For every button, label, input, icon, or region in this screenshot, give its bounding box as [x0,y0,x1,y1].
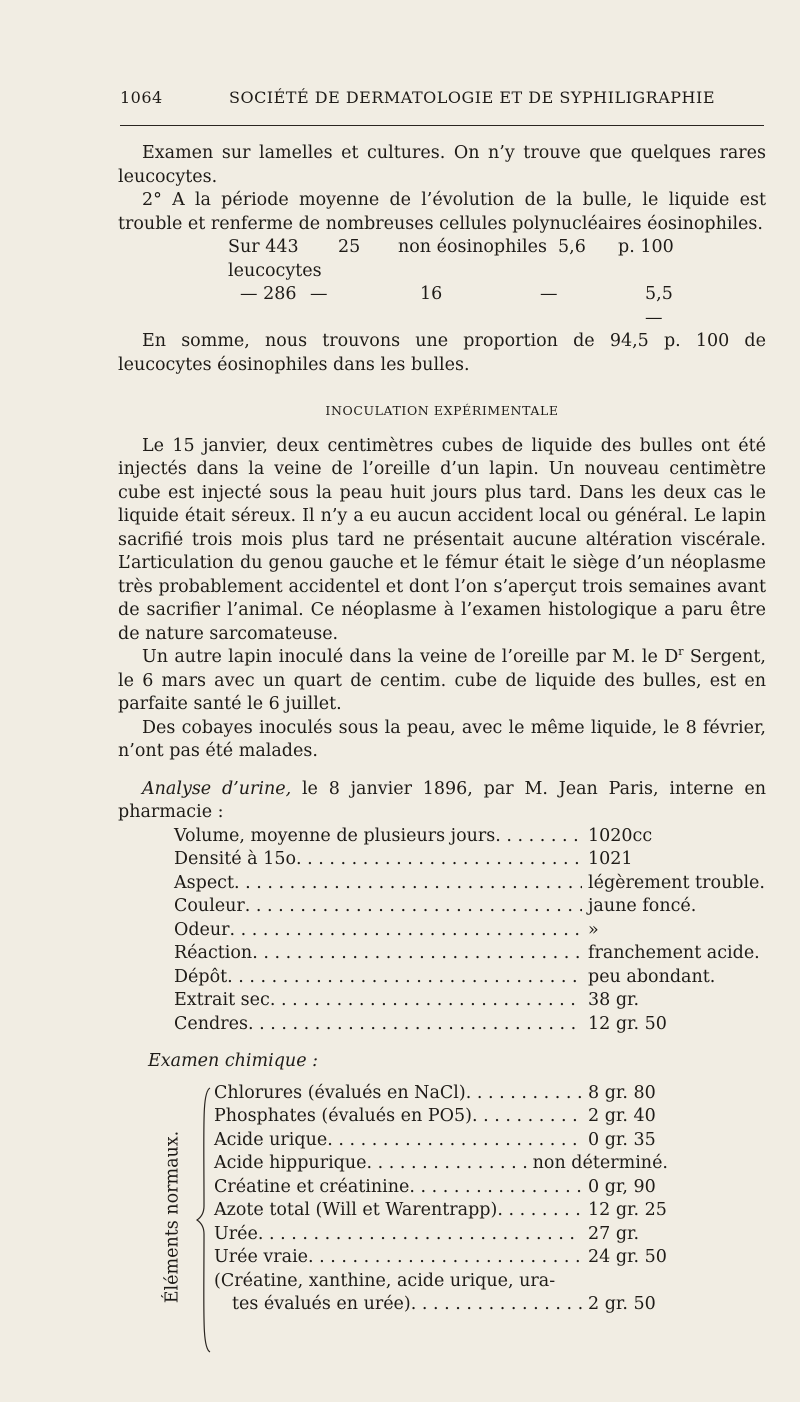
urine-value: 12 gr. 50 [588,1013,667,1034]
chem-label: Phosphates (évalués en PO5) [214,1106,472,1126]
urine-table [118,825,766,1037]
leader-dots [409,1176,582,1200]
paragraph [118,646,766,717]
urine-label: Densité à 15o [174,849,296,869]
chem-value: 27 gr. [588,1223,640,1244]
chem-label: Azote total (Will et Warentrapp) [214,1200,498,1220]
brace-icon [196,1086,212,1354]
chem-label: (Créatine, xanthine, acide urique, ura- [214,1270,556,1291]
urine-value: légèrement trouble. [588,872,765,893]
urine-value: » [588,919,599,940]
chem-row [214,1105,668,1129]
leader-dots [367,1152,527,1176]
analysis-intro [118,778,766,825]
chem-label: Acide hippurique [214,1153,367,1173]
urine-row [174,848,766,872]
paragraph: 2° A la période moyenne de l’évolution de la bulle, le liquide est trouble et renferme de nombreuses cellules polynucléaires éosinophiles. [118,190,766,234]
leader-dots [411,1293,582,1317]
chem-value: 0 gr, 90 [588,1176,656,1197]
stats-cell: — [540,284,558,304]
leader-dots [497,1199,582,1223]
chem-row [214,1199,668,1223]
leader-dots [258,1223,582,1247]
leader-dots [230,919,582,943]
chem-row [214,1223,668,1247]
stats-cell: 16 [420,284,443,304]
chem-label: Urée [214,1223,258,1244]
urine-label: Extrait sec [174,990,270,1010]
leader-dots [234,872,582,896]
stats-cell: non éosinophiles [398,237,547,257]
leader-dots [466,1082,582,1106]
chem-label: Chlorures (évalués en NaCl) [214,1082,466,1103]
exam-title: Examen chimique : [148,1051,319,1071]
stats-cell: 5,5 — [645,284,673,328]
chem-row [214,1270,668,1294]
urine-label: Dépôt [174,966,228,987]
urine-row [174,1013,766,1037]
urine-row [174,919,766,943]
urine-value: jaune foncé. [588,896,697,916]
paragraph: Des cobayes inoculés sous la peau, avec le même liquide, le 8 février, n’ont pas été malades. [118,717,766,761]
chem-value: non déterminé. [532,1153,668,1173]
analysis-intro-italic: Analyse d’urine, [142,778,292,799]
superscript: r [678,645,684,659]
urine-value: 1020cc [588,825,653,846]
urine-value: 1021 [588,849,633,869]
page-number: 1064 [120,88,163,107]
chem-label: tes évalués en urée) [232,1294,411,1314]
stats-cell: — [310,284,328,304]
chem-value: 2 gr. 40 [588,1106,656,1126]
paragraph: Le 15 janvier, deux centimètres cubes de liquide des bulles ont été injectés dans la veine de l’oreille d’un lapin. Un nouveau centimètre cube est injecté sous la peau huit jours plus tard. Dans les deux cas le liquide était séreux. Il n’y a eu aucun accident local ou général. Le lapin sacrifié trois mois plus tard ne présentait aucune altération viscérale. L’articulation du genou gauche et le fémur était le siège d’un néoplasme très probablement accidentel et dont l’on s’aperçut trois semaines avant de sacrifier l’animal. Ce néoplasme à l’examen histologique a paru être de nature sarcomateuse. [118,435,766,644]
stats-cell: 25 [338,237,361,257]
chem-value: 24 gr. 50 [588,1247,667,1267]
urine-value: peu abondant. [588,966,716,987]
chem-label: Urée vraie [214,1247,309,1267]
chem-value: 8 gr. 80 [588,1082,656,1103]
leader-dots [495,825,582,849]
paragraph-text: Un autre lapin inoculé dans la veine de l’oreille par M. le D [142,647,679,667]
chem-value: 2 gr. 50 [588,1294,656,1314]
urine-label: Volume, moyenne de plusieurs jours [174,825,496,846]
urine-label: Réaction [174,943,253,963]
stats-cell: 5,6 [558,237,586,257]
urine-row [174,942,766,966]
leader-dots [248,1013,582,1037]
chem-row [214,1129,668,1153]
stats-cell: — 286 [240,284,297,304]
urine-row [174,895,766,919]
chem-row [214,1246,668,1270]
stats-row [240,283,766,330]
urine-value: 38 gr. [588,990,640,1010]
body-text [118,142,766,1317]
leader-dots [245,895,582,919]
vertical-label [158,1082,188,1352]
urine-row [174,966,766,990]
running-title: SOCIÉTÉ DE DERMATOLOGIE ET DE SYPHILIGRAPHIE [228,88,715,107]
urine-label: Couleur [174,896,245,916]
stats-cell: p. 100 [618,237,674,257]
section-title: INOCULATION EXPÉRIMENTALE [325,403,559,418]
leader-dots [252,942,582,966]
chem-label: Créatine et créatinine [214,1176,410,1197]
chem-rows [214,1082,766,1317]
chem-row [214,1176,668,1200]
paragraph: Examen sur lamelles et cultures. On n’y trouve que quelques rares leucocytes. [118,143,766,187]
chem-row [214,1082,668,1106]
stats-row [228,236,766,283]
urine-row [174,872,766,896]
vertical-label-text: Éléments normaux. [162,1130,183,1303]
urine-row [174,825,766,849]
urine-label: Cendres [174,1013,248,1034]
paragraph-text: Sergent, le 6 mars avec un quart de centim. cube de liquide des bulles, est en parfaite santé le 6 juillet. [118,647,766,714]
header-rule [120,125,764,126]
leader-dots [296,848,582,872]
leader-dots [327,1129,582,1153]
leader-dots [308,1246,582,1270]
chem-row [214,1152,668,1176]
urine-value: franchement acide. [588,943,760,963]
chem-value: 12 gr. 25 [588,1200,667,1220]
stats-cell: Sur 443 leucocytes [228,237,322,281]
urine-label: Odeur [174,919,230,940]
leader-dots [270,989,582,1013]
analysis-intro-text: le 8 janvier 1896, par M. Jean Paris, interne en pharmacie : [118,778,766,822]
chem-row [214,1293,668,1317]
chem-table [158,1082,766,1317]
paragraph: En somme, nous trouvons une proportion de 94,5 p. 100 de leucocytes éosinophiles dans les bulles. [118,331,766,375]
chem-label: Acide urique [214,1129,328,1150]
urine-row [174,989,766,1013]
leader-dots [227,966,582,990]
urine-label: Aspect [174,872,235,893]
leader-dots [472,1105,582,1129]
chem-value: 0 gr. 35 [588,1129,656,1150]
